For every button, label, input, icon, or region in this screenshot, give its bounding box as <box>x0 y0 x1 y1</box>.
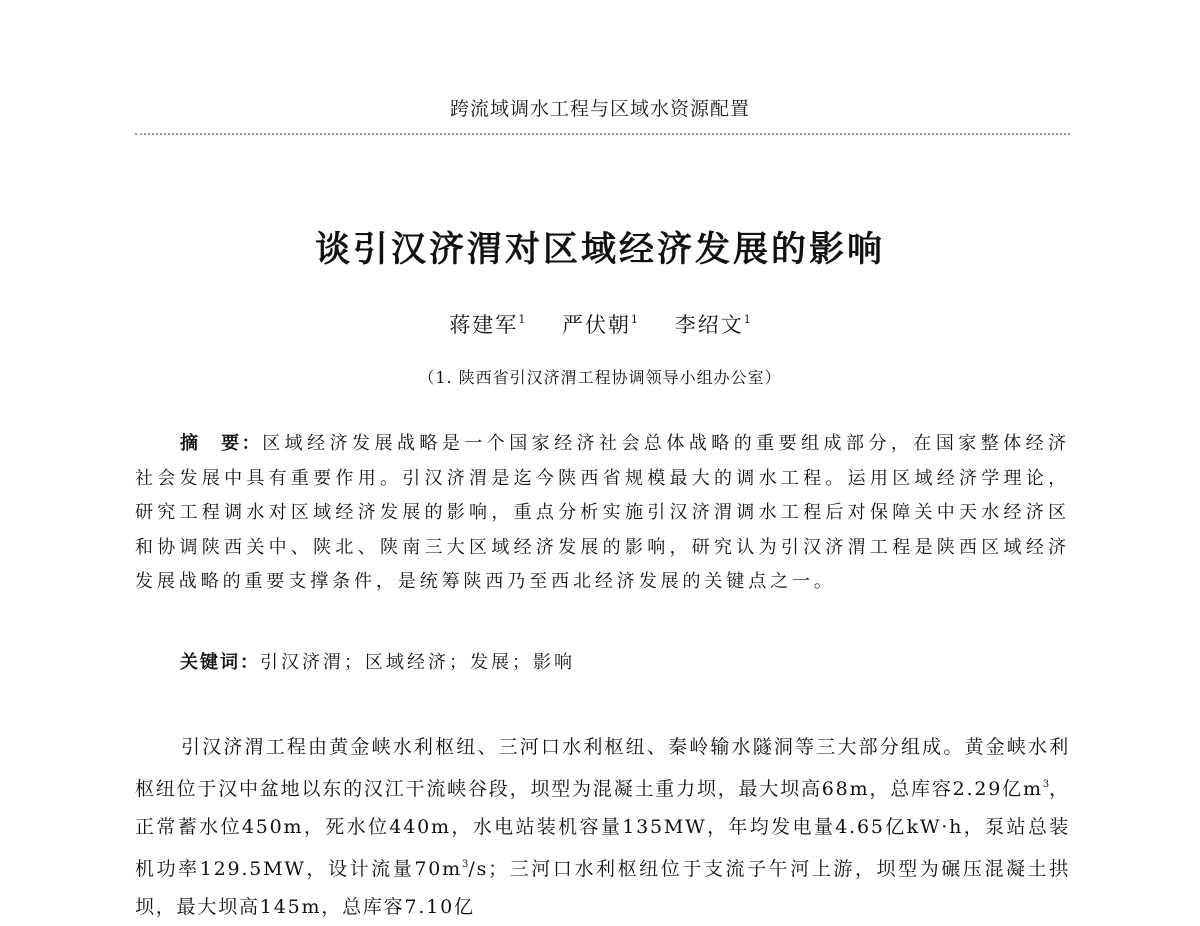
affiliation: （1. 陕西省引汉济渭工程协调领导小组办公室） <box>418 368 782 387</box>
paper-title: 谈引汉济渭对区域经济发展的影响 <box>314 230 885 270</box>
abstract <box>135 427 1070 600</box>
author-list <box>0 309 1200 339</box>
author-name: 蒋建军 <box>449 313 519 337</box>
author-affiliation-mark: 1 <box>743 313 751 326</box>
keywords <box>180 646 1070 680</box>
author <box>449 309 525 339</box>
unit-superscript: 3 <box>1042 779 1050 790</box>
header-divider <box>135 133 1070 135</box>
author-name: 李绍文 <box>674 313 744 337</box>
abstract-text: 区域经济发展战略是一个国家经济社会总体战略的重要组成部分，在国家整体经济社会发展中具有重要作用。引汉济渭是迄今陕西省规模最大的调水工程。运用区域经济学理论，研究工程调水对区域经济发展的影响，重点分析实施引汉济渭调水工程后对保障关中天水经济区和协调陕西关中、陕北、陕南三大区域经济发展的影响，研究认为引汉济渭工程是陕西区域经济发展战略的重要支撑条件，是统筹陕西乃至西北经济发展的关键点之一。 <box>135 433 1070 592</box>
abstract-label: 摘 要： <box>180 433 263 454</box>
body-paragraph <box>135 728 1070 926</box>
keywords-label: 关键词： <box>180 652 260 673</box>
author-affiliation-mark: 1 <box>631 313 638 326</box>
body-text-segment: /s；三河口水利枢纽位于支流子午河上游，坝型为碾压混凝土拱坝，最大坝高145m，总库容7.10亿 <box>135 858 1070 918</box>
keywords-text: 引汉济渭；区域经济；发展；影响 <box>260 652 575 673</box>
author <box>675 309 751 339</box>
body-text-segment: ，正常蓄水位450m，死水位440m，水电站装机容量135MW，年均发电量4.65亿kW·h，泵站总装机功率129.5MW，设计流量70m <box>135 778 1070 880</box>
author-affiliation-mark: 1 <box>518 313 526 326</box>
author-name: 严伏朝 <box>562 313 631 337</box>
body-text-segment: 引汉济渭工程由黄金峡水利枢纽、三河口水利枢纽、秦岭输水隧洞等三大部分组成。黄金峡水利枢纽位于汉中盆地以东的汉江干流峡谷段，坝型为混凝土重力坝，最大坝高68m，总库容2.29亿m <box>135 736 1070 800</box>
running-header: 跨流域调水工程与区域水资源配置 <box>449 98 750 120</box>
unit-superscript: 3 <box>462 859 469 870</box>
author <box>562 309 638 339</box>
